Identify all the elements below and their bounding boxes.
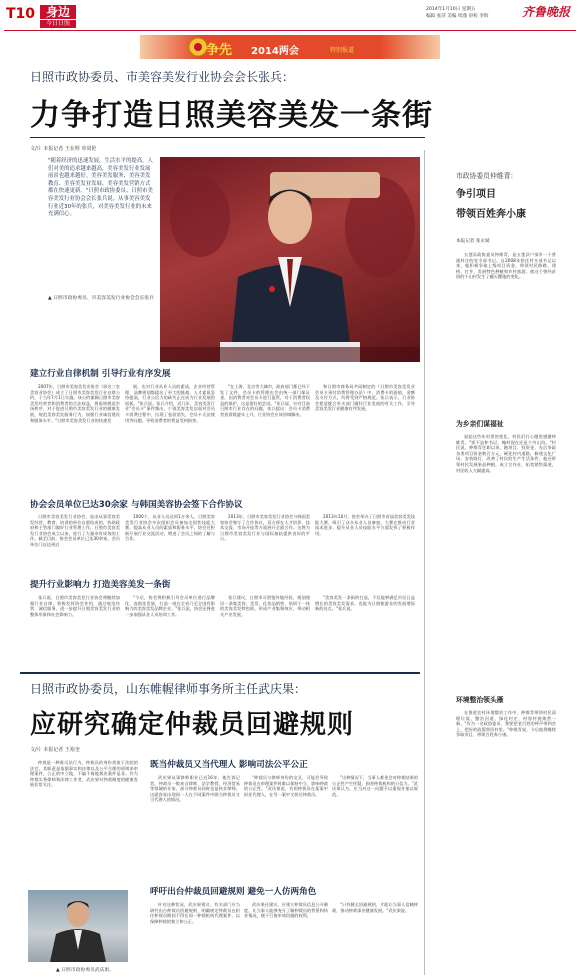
lead-photo-caption-text: 日照市政协委员、市美容美发行业协会会长张兵 xyxy=(53,296,154,301)
issue-date: 2014年1月10日 星期五 xyxy=(426,7,476,12)
sidebar-subheading: 为乡亲们谋福祉 xyxy=(456,420,504,428)
article-column xyxy=(150,902,240,924)
article-column xyxy=(125,514,215,542)
second-photo-caption xyxy=(56,966,114,973)
paragraph: 张兵建议，日照市可借鉴外地经验，规划建设一条集美容、美发、化妆品销售、培训于一体的美容美发特色街，形成产业集聚效应，带动相关产业发展。 xyxy=(220,595,310,617)
second-kicker: 日照市政协委员，山东帷幄律师事务所主任武庆果： xyxy=(30,682,307,696)
article-column xyxy=(30,760,138,788)
lead-kicker: 日照市政协委员、市美容美发行业协会会长张兵： xyxy=(30,70,295,84)
paragraph: "今后，协会将积极引导会员单位进行品牌化、连锁化发展，打造一批在全省乃至全国有影响力的美容美发品牌企业。"张兵说，协会还将进一步加强从业人员培训工作。 xyxy=(125,595,215,617)
lead-byline: 文/片 本报记者 王在辉 单周伦 xyxy=(30,146,97,152)
sidebar-title-line1: 争引项目 xyxy=(456,189,496,200)
paragraph: 仲裁是一种准司法行为，仲裁员的身份类似于法院的法官，其职责是依据事实和法律以及公平合理的原则来审理案件，公正的中立地，不偏不倚地裁决案件是非。作为仲裁实务律师和法律工作者，武庆果对仲裁制度的健康发展非常关注。 xyxy=(30,760,138,788)
article-column xyxy=(332,902,418,913)
lead-headline: 力争打造日照美容美发一条街 xyxy=(30,98,433,133)
article-column xyxy=(150,775,240,803)
paragraph: 武庆果还建议，应建立仲裁员信息公开制度，让当事人能够充分了解仲裁员的背景和执业情况，便于行使申请回避的权利。 xyxy=(244,902,328,919)
banner-title-tag: 特别报道 xyxy=(330,47,355,54)
paragraph: 2007年，日照市美容美发业协会（原名三农美容业协会）成立了日照市美容美发行业自律公约，于当年7月1日实施。该公约兼顾日照市美容美发经营者和消费者的合法权益，将说明规范市场秩序，对于促进日照市美容美发行业的健康发展，规范美容美发服务行为，加强行业诚信建设和服务水平。"日照市美容美发行业的快速发 xyxy=(30,384,120,423)
article-column xyxy=(30,384,120,423)
masthead-rule xyxy=(4,30,576,31)
article-column xyxy=(244,775,328,797)
banner-title-main: 争先 xyxy=(206,43,233,58)
sidebar-title-line2: 带领百姓奔小康 xyxy=(456,209,526,220)
sidebar-byline: 本报记者 张永斌 xyxy=(456,239,490,244)
section-heading-4: 既当仲裁员又当代理人 影响司法公平公正 xyxy=(150,760,308,770)
banner-title-year: 2014两会 xyxy=(251,46,299,57)
lead-photo xyxy=(160,157,420,362)
headline-rule xyxy=(30,137,425,138)
caption-marker-icon: ▲ xyxy=(56,968,60,973)
section-heading-3: 提升行业影响力 打造美容美发一条街 xyxy=(30,580,171,590)
paragraph: 2013年，日照市美容美发行业协会与韩国美容协会签订了合作协议，双方将在人才培养、技术交流、市场开拓等方面展开全面合作。这将为日照市美容美发行业与国际接轨提供良好的平台。 xyxy=(220,514,310,542)
portrait-image xyxy=(160,157,420,362)
paragraph: 日照市美容美发行业协会，是由从事美容美发经营、教育、培训的单位自愿结成的，协助政府和主管部门做好行业管理工作，日照市美容美发行业协会成立以来，进行了大量卓有成效的工作。截至目前，协会会员单位已达30余家，会员单位门店达到近 xyxy=(30,514,120,547)
article-column xyxy=(125,595,215,617)
paragraph: 2013年10月，协会举办了日照市首届美容美发技能大赛，吸引了众多从业人员参加，大赛在推动行业技术进步、提升从业人员技能水平方面发挥了积极作用。 xyxy=(315,514,415,536)
sidebar-divider xyxy=(424,150,425,975)
paragraph: 和日照市商务局共同制定的《日照市美容美发业会员卡预付消费管理办法》中，消费卡的面值，金额及支付方式，均将受到严格规范。张兵表示，行业协会愿意配合有关部门做好行业发展的有关工作，引导美容美发行业健康有序发展。 xyxy=(315,384,415,412)
article-column xyxy=(220,384,310,418)
paragraph: "仲裁员与律师身份的交叉，可能会导致仲裁员在审理案件时难以保持中立，影响仲裁的公正性。"武庆果说，有的仲裁员在某案中担任代理人，在另一案中又担任仲裁员。 xyxy=(244,775,328,797)
second-photo-caption-text: 日照市政协委员武庆果。 xyxy=(61,968,115,973)
portrait-image xyxy=(28,890,128,962)
editor-credits: 编辑 张萍 美编 续蓬 审校 李辉 xyxy=(426,14,489,19)
paragraph: 五莲县政协委员仲维青，是五莲县户部乡一个普通村庄的党支部书记。自2008年担任村支部书记以来，他积极争取上级项目资金，带领村民修路、建桥、打井，发展特色种植和乡村旅游，使这个曾经贫困的小山村发生了翻天覆地的变化。 xyxy=(456,252,556,280)
sidebar-kicker: 市政协委员仲维青： xyxy=(456,172,518,180)
paragraph: 在推进农村环境整治工作中，仲维青带领村民清理垃圾、整治河道、绿化村庄，村容村貌焕然一新。"作为一名政协委员，我要把老百姓的呼声带到会上，把好的政策带回村里。"仲维青说，今后他将继续争取项目，带领百姓奔小康。 xyxy=(456,710,556,738)
sidebar-subheading: 环境整治领头雁 xyxy=(456,696,504,704)
article-column xyxy=(315,595,415,612)
paragraph: "美容美发一条街的打造，不仅能够满足市民日益增长的美容美发需求，也能为日照旅游业的发展增添新的亮点。"张兵说。 xyxy=(315,595,415,612)
paragraph: "在上海、北京等大城市，政府部门都已经下发了文件，会员卡的管理也会由统一部门保证金，由消费者对会员卡进行监管，对于消费者权益的保护，这是很好的尝试。"张兵说。针对目前日照市行业存在的问题，张兵提出：会员卡消费者投诉数逐年上升，行业协会应该协调解决。 xyxy=(220,384,310,417)
caption-marker-icon: ▲ xyxy=(48,296,52,301)
paragraph: "只有健全回避规则，才能让当事人信赖仲裁，推动仲裁事业健康发展。"武庆果说。 xyxy=(332,902,418,913)
article-column xyxy=(244,902,328,919)
subsection-title: 今日日照 xyxy=(40,20,76,28)
paragraph: 张兵说，日照市美容美发行业协会将继续加强行业自律，积极发挥协会作用，通过规范经营、诚信服务，进一步提升日照美容美发行业的整体形象和社会影响力。 xyxy=(30,595,120,617)
second-photo xyxy=(28,890,128,962)
article-column xyxy=(125,384,215,423)
section-title: 身边 xyxy=(40,5,76,19)
sidebar-body xyxy=(456,252,556,280)
second-byline: 文/片 本报记者 王裕奎 xyxy=(30,747,80,753)
lead-photo-caption xyxy=(48,295,154,302)
article-column xyxy=(332,775,418,797)
paragraph: 展，也对行业从业人员的素质，企业经营管理，品牌规划都提出了更大的挑战，人才素质急待提高，行业公信力的缺失正在成为行业发展的短板。"张兵说。张兵介绍，近几年，美容美发行业"会员卡"事件频出，个别美容美发店面对会员卡消费过程中，出现了卷款消失、会员卡无法使用等问题，导致消费者的利益受到损害。 xyxy=(125,384,215,423)
newspaper-logo: 齐鲁晚报 xyxy=(522,5,571,19)
article-column xyxy=(315,384,415,412)
paragraph: 武庆果从事律师职业已近16年，他告诉记者，仲裁员一般来自律师、法学教授、经济贸易等领域的专家，部分仲裁员同时也是执业律师。这就容易出现同一人在不同案件中既当仲裁员又当代理人的情况。 xyxy=(150,775,240,803)
paragraph: 针对这种状况，武庆果建议，有关部门应当研究出台仲裁员回避规则，明确规定仲裁员在担任仲裁员期间不得在同一仲裁机构代理案件，以保障仲裁的独立和公正。 xyxy=(150,902,240,924)
section-heading-5: 呼吁出台仲裁员回避规则 避免一人仿两角色 xyxy=(150,887,317,897)
paragraph: 说起这些年村里的变化，村民们打心眼里感激仲维青。"要不是仲书记，俺村现在还是个穷山沟。"村民说。仲维青任职以来，跑项目、找资金，先后争取各类项目资金数百万元，硬化村内道路，修建文化广场，安装路灯，改善了村民的生产生活条件。他还带领村民发展果品种植，成立合作社，拓宽销售渠道，村民收入大幅提高。 xyxy=(456,434,556,473)
section-heading-1: 建立行业自律机制 引导行业有序发展 xyxy=(30,369,171,379)
article-column xyxy=(220,514,310,542)
lead-intro: "随着经济的迅速发展，生活水平的提高，人们对美的追求越来越高，美容美发行业发展前景也越来越好。美容美发服务、美容美发教育、美容美发业发展、美容美发营销方式都在快速更新。"日照市政协委员、日照市美容美发行业协会会长张兵说。从事美容美发行业近30年的张兵，对美容美发行业的未来充满信心。 xyxy=(48,158,153,218)
paragraph: 1000个，从业人员达到1万余人。日照美容美发行业协会多次组织会员参加全国性技能大赛，提高从业人员的素质和服务水平。协会还积极开展行业交流活动，增进了会员之间的了解与合作。 xyxy=(125,514,215,542)
article-column xyxy=(315,514,415,536)
article-column xyxy=(220,595,310,617)
page-number: T10 xyxy=(6,6,36,22)
section-heading-2: 协会会员单位已达30余家 与韩国美容协会签下合作协议 xyxy=(30,500,243,510)
sidebar-body xyxy=(456,434,556,473)
paragraph: "这种情况下，当事人难免会对仲裁结果的公正性产生怀疑，损害仲裁机构的公信力。"武庆果认为，应当对这一问题予以重视并加以规范。 xyxy=(332,775,418,797)
story-divider xyxy=(20,672,420,674)
article-column xyxy=(30,514,120,548)
second-headline: 应研究确定仲裁员回避规则 xyxy=(30,710,355,740)
sidebar-body xyxy=(456,710,556,738)
article-column xyxy=(30,595,120,617)
